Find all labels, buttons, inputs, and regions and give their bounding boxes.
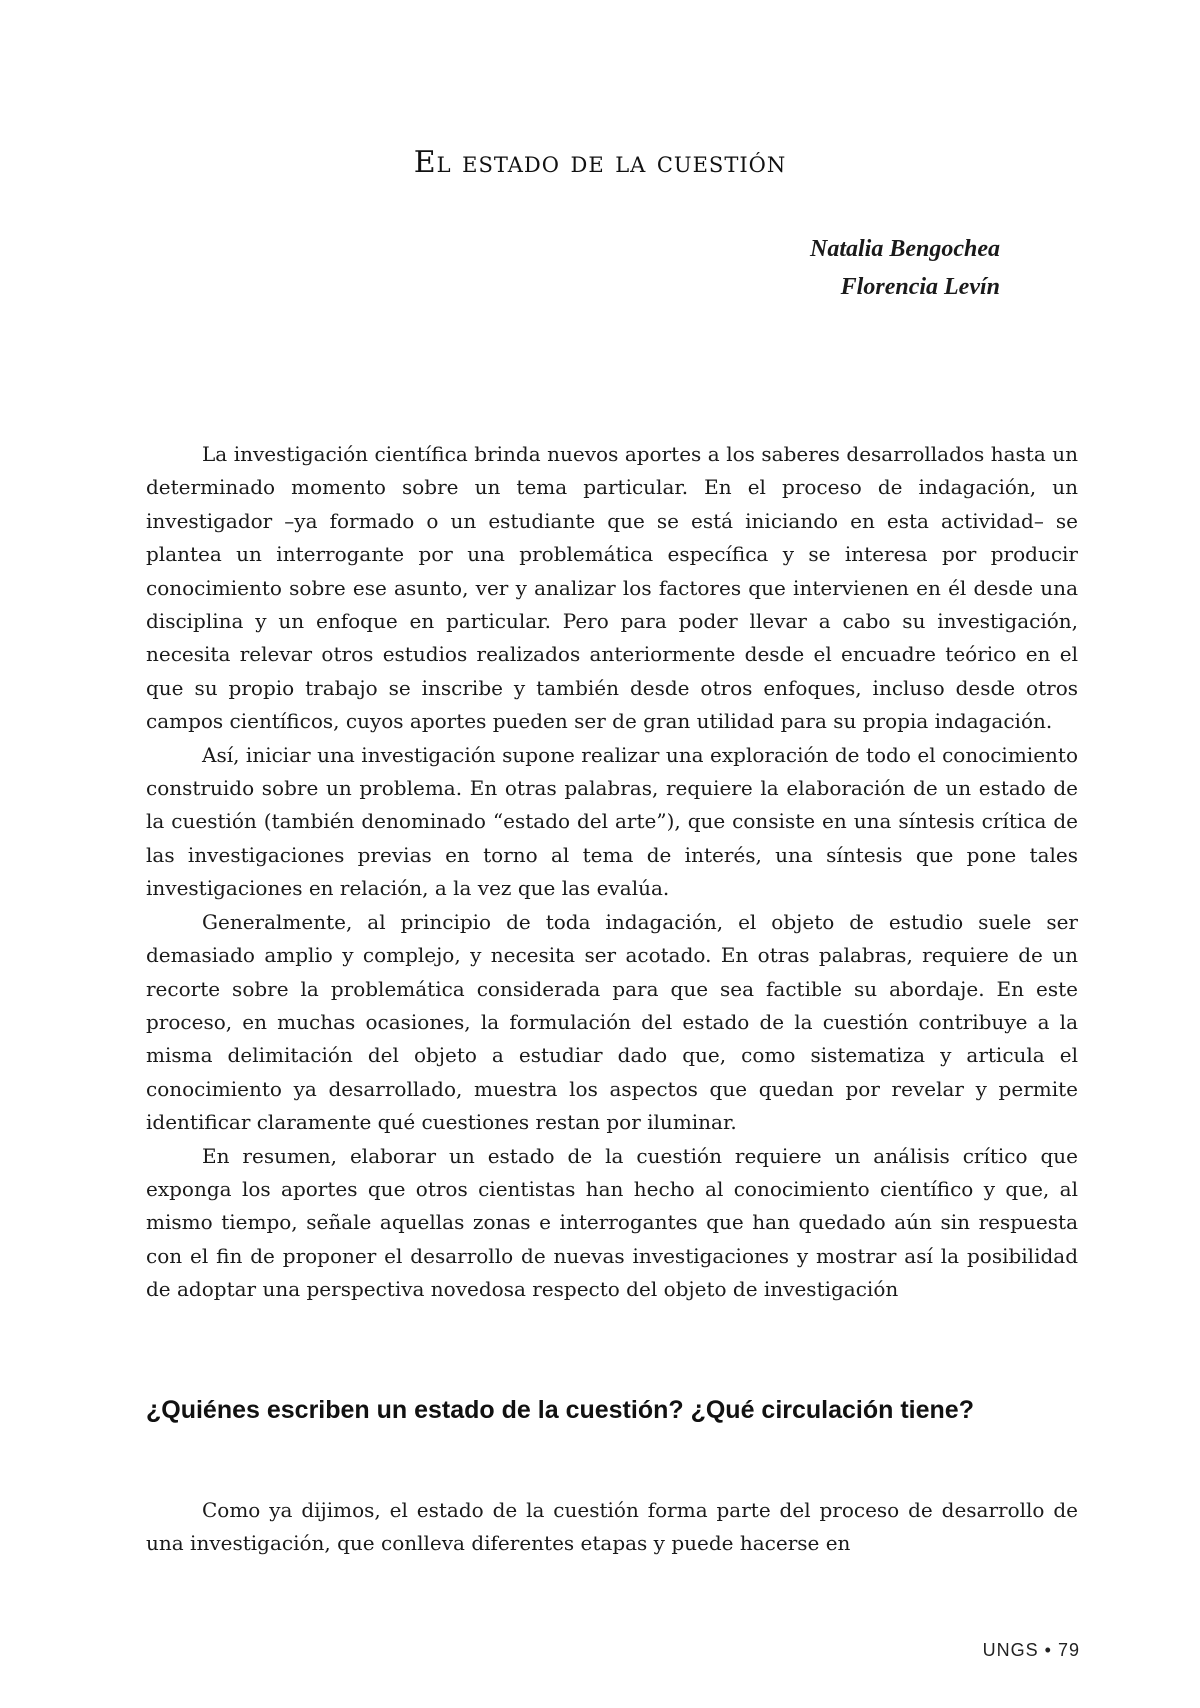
body-paragraph: Como ya dijimos, el estado de la cuestión forma parte del proceso de desarrollo de una investigación, que conlleva diferentes etapas y puede hacerse en	[146, 1498, 1078, 1556]
body-paragraph: La investigación científica brinda nuevos aportes a los saberes desarrollados hasta un determinado momento sobre un tema particular. En el proceso de indagación, un investigador –ya formado o un estudiante que se está iniciando en esta actividad– se plantea un interrogante por una problemática específica y se interesa por producir conocimiento sobre ese asunto, ver y analizar los factores que intervienen en él desde una disciplina y un enfoque en particular. Pero para poder llevar a cabo su investigación, necesita relevar otros estudios realizados anteriormente desde el encuadre teórico en el que su propio trabajo se inscribe y también desde otros enfoques, incluso desde otros campos científicos, cuyos aportes pueden ser de gran utilidad para su propia indagación.	[146, 442, 1078, 734]
body-paragraph: Así, iniciar una investigación supone realizar una exploración de todo el conocimiento construido sobre un problema. En otras palabras, requiere la elaboración de un estado de la cuestión (también denominado “estado del arte”), que consiste en una síntesis crítica de las investigaciones previas en torno al tema de interés, una síntesis que pone tales investigaciones en relación, a la vez que las evalúa.	[146, 742, 1078, 901]
body-paragraph: En resumen, elaborar un estado de la cuestión requiere un análisis crítico que exponga los aportes que otros cientistas han hecho al conocimiento científico y que, al mismo tiempo, señale aquellas zonas e interrogantes que han quedado aún sin respuesta con el fin de proponer el desarrollo de nuevas investigaciones y mostrar así la posibilidad de adoptar una perspectiva novedosa respecto del objeto de investigación	[146, 1143, 1078, 1302]
author-list	[810, 230, 1000, 306]
author-name: Florencia Levín	[840, 274, 1000, 300]
page-footer: UNGS • 79	[982, 1640, 1080, 1660]
body-paragraph: Generalmente, al principio de toda indagación, el objeto de estudio suele ser demasiado amplio y complejo, y necesita ser acotado. En otras palabras, requiere de un recorte sobre la problemática considerada para que sea factible su abordaje. En este proceso, en muchas ocasiones, la formulación del estado de la cuestión contribuye a la misma delimitación del objeto a estudiar dado que, como sistematiza y articula el conocimiento ya desarrollado, muestra los aspectos que quedan por revelar y permite identificar claramente qué cuestiones restan por iluminar.	[146, 909, 1078, 1135]
chapter-title: El estado de la cuestión	[413, 145, 787, 180]
section-body	[146, 1494, 1078, 1561]
author-name: Natalia Bengochea	[810, 236, 1000, 262]
section-heading: ¿Quiénes escriben un estado de la cuestión? ¿Qué circulación tiene?	[146, 1396, 974, 1424]
intro-section	[146, 438, 1078, 1307]
